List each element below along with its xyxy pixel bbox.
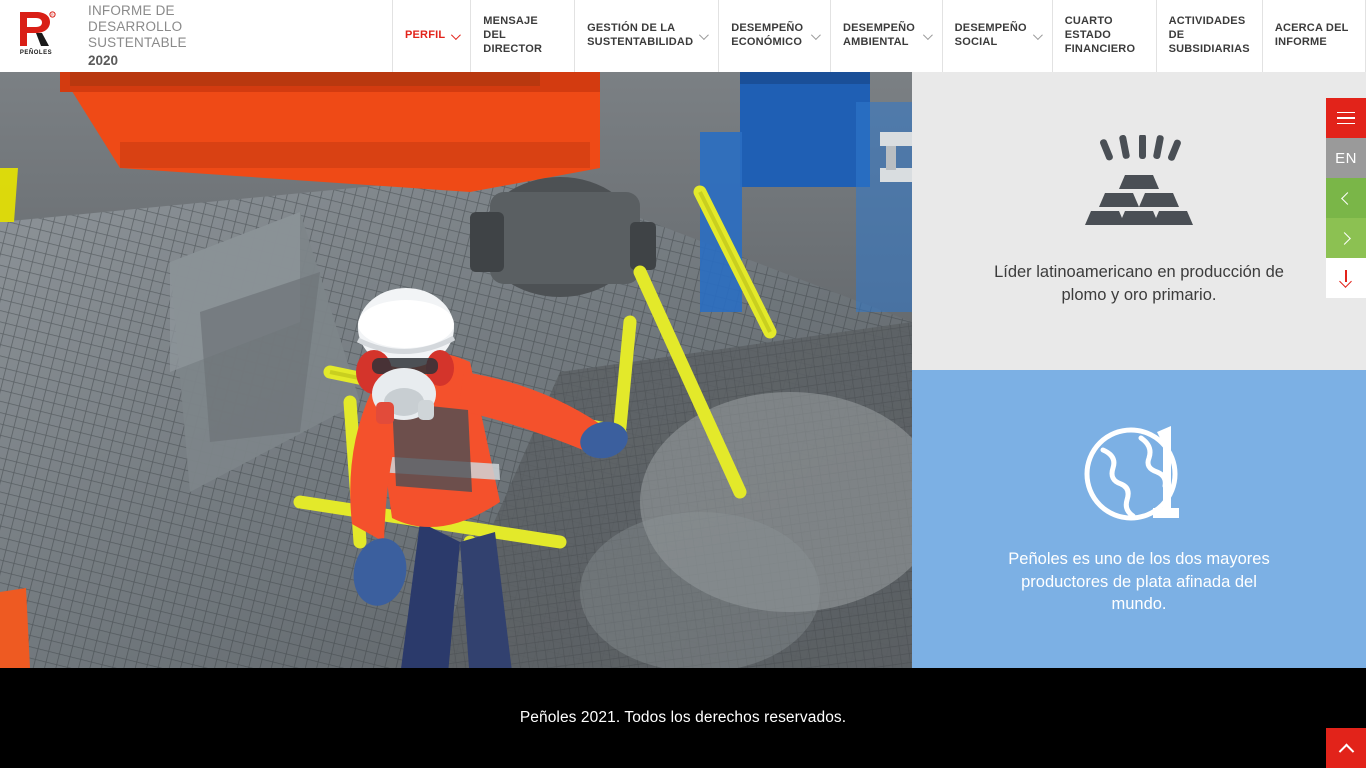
nav-item-cuarto-estado-financiero[interactable] — [1052, 0, 1156, 72]
nav-item-gestion-de-la-sustentabilidad[interactable] — [574, 0, 718, 72]
nav-item-acerca-del-informe[interactable] — [1262, 0, 1366, 72]
report-title — [72, 0, 392, 72]
highlight-panel-1-text: Líder latinoamericano en producción de plomo y oro primario. — [994, 263, 1284, 304]
next-slide-button[interactable] — [1326, 218, 1366, 258]
nav-item-label: DESEMPEÑO ECONÓMICO — [731, 22, 804, 48]
back-to-top-button[interactable] — [1326, 728, 1366, 768]
nav-item-label: DESEMPEÑO SOCIAL — [954, 22, 1027, 48]
nav-item-label: ACERCA DEL INFORME — [1274, 22, 1349, 48]
nav-item-perfil[interactable] — [392, 0, 470, 72]
nav-item-label: DESEMPEÑO AMBIENTAL — [842, 22, 916, 48]
report-title-line-3: SUSTENTABLE — [88, 35, 187, 50]
report-year: 2020 — [88, 52, 119, 68]
language-toggle-button[interactable] — [1326, 138, 1366, 178]
chevron-down-icon — [451, 30, 461, 40]
nav-item-desempeno-social[interactable] — [942, 0, 1052, 72]
chevron-down-icon — [811, 30, 821, 40]
nav-item-desempeno-ambiental[interactable] — [830, 0, 942, 72]
copyright-text: Peñoles 2021. Todos los derechos reservados. — [519, 709, 847, 726]
penoles-logo-icon — [16, 10, 56, 48]
chevron-right-icon — [1338, 232, 1351, 245]
gold-bars-stack-icon — [1085, 135, 1193, 239]
report-title-line-1: INFORME DE — [88, 3, 175, 19]
nav-item-desempeno-economico[interactable] — [718, 0, 830, 72]
menu-button[interactable] — [1326, 98, 1366, 138]
logo[interactable] — [0, 0, 72, 72]
highlight-panel-2-text: Peñoles es uno de los dos mayores productores de plata afinada del mundo. — [1008, 549, 1270, 614]
chevron-left-icon — [1341, 192, 1354, 205]
globe-number-one-icon — [1083, 422, 1195, 526]
report-title-line-2: DESARROLLO — [88, 19, 183, 35]
site-footer — [0, 668, 1366, 768]
download-button[interactable] — [1326, 258, 1366, 298]
hero-photo — [0, 72, 912, 668]
nav-item-label: ACTIVIDADES DE SUBSIDIARIAS — [1168, 15, 1250, 55]
highlight-panel-1 — [912, 72, 1366, 370]
menu-icon — [1337, 112, 1355, 125]
caret-up-icon — [1338, 743, 1354, 759]
site-header — [0, 0, 1366, 72]
nav-item-mensaje-del-director[interactable] — [470, 0, 574, 72]
nav-item-label: GESTIÓN DE LA SUSTENTABILIDAD — [587, 22, 694, 48]
highlight-panel-2 — [912, 370, 1366, 668]
side-rail — [1326, 98, 1366, 298]
download-icon — [1340, 270, 1352, 286]
chevron-down-icon — [1033, 30, 1043, 40]
hero-section — [0, 72, 1366, 668]
nav-item-label: MENSAJE DEL DIRECTOR — [483, 15, 543, 55]
nav-item-label: CUARTO ESTADO FINANCIERO — [1064, 15, 1136, 55]
prev-slide-button[interactable] — [1326, 178, 1366, 218]
svg-text:R: R — [51, 13, 54, 18]
logo-wordmark: PEÑOLES — [19, 50, 53, 56]
nav-item-label: PERFIL — [404, 29, 446, 42]
chevron-down-icon — [699, 30, 709, 40]
highlight-panels — [912, 72, 1366, 668]
language-toggle-label: EN — [1335, 149, 1357, 167]
chevron-down-icon — [923, 30, 933, 40]
main-navigation — [392, 0, 1366, 72]
nav-item-actividades-de-subsidiarias[interactable] — [1156, 0, 1262, 72]
